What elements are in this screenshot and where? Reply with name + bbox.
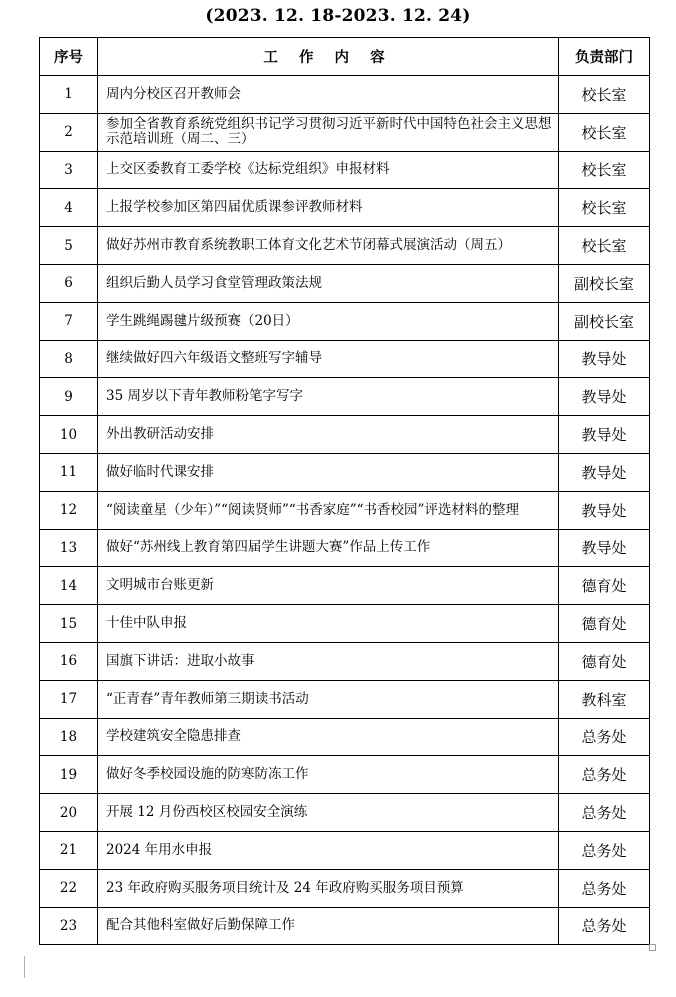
row-department: 教导处	[559, 529, 650, 567]
header-content: 工 作 内 容	[98, 38, 559, 76]
row-content: 学生跳绳踢毽片级预赛（20日）	[98, 302, 559, 340]
work-schedule-table	[39, 37, 650, 945]
header-department: 负责部门	[559, 38, 650, 76]
row-number: 4	[40, 189, 98, 227]
table-row	[40, 680, 650, 718]
row-content: 35 周岁以下青年教师粉笔字写字	[98, 378, 559, 416]
row-department: 教导处	[559, 378, 650, 416]
row-number: 5	[40, 227, 98, 265]
row-number: 8	[40, 340, 98, 378]
row-content: “正青春”青年教师第三期读书活动	[98, 680, 559, 718]
row-number: 14	[40, 567, 98, 605]
row-department: 德育处	[559, 605, 650, 643]
table-row	[40, 831, 650, 869]
table-row	[40, 491, 650, 529]
row-content: 上交区委教育工委学校《达标党组织》申报材料	[98, 151, 559, 189]
text-cursor[interactable]	[24, 956, 25, 978]
row-department: 总务处	[559, 794, 650, 832]
table-row	[40, 264, 650, 302]
table-row	[40, 869, 650, 907]
row-department: 副校长室	[559, 302, 650, 340]
row-department: 校长室	[559, 227, 650, 265]
row-department: 教导处	[559, 491, 650, 529]
row-department: 校长室	[559, 113, 650, 151]
table-row	[40, 189, 650, 227]
row-number: 2	[40, 113, 98, 151]
row-number: 15	[40, 605, 98, 643]
row-content: 学校建筑安全隐患排查	[98, 718, 559, 756]
row-number: 13	[40, 529, 98, 567]
row-department: 教导处	[559, 340, 650, 378]
row-number: 16	[40, 642, 98, 680]
row-number: 3	[40, 151, 98, 189]
row-content: 参加全省教育系统党组织书记学习贯彻习近平新时代中国特色社会主义思想示范培训班（周二、三）	[98, 113, 559, 151]
row-department: 德育处	[559, 567, 650, 605]
row-number: 19	[40, 756, 98, 794]
table-row	[40, 907, 650, 945]
row-content: 23 年政府购买服务项目统计及 24 年政府购买服务项目预算	[98, 869, 559, 907]
row-content: 国旗下讲话：进取小故事	[98, 642, 559, 680]
table-row	[40, 113, 650, 151]
row-number: 10	[40, 416, 98, 454]
row-department: 校长室	[559, 76, 650, 114]
row-number: 6	[40, 264, 98, 302]
table-row	[40, 378, 650, 416]
table-row	[40, 718, 650, 756]
row-department: 校长室	[559, 151, 650, 189]
row-content: 上报学校参加区第四届优质课参评教师材料	[98, 189, 559, 227]
row-number: 1	[40, 76, 98, 114]
table-row	[40, 605, 650, 643]
row-content: “阅读童星（少年）”“阅读贤师”“书香家庭”“书香校园”评选材料的整理	[98, 491, 559, 529]
row-department: 总务处	[559, 869, 650, 907]
row-department: 总务处	[559, 718, 650, 756]
table-row	[40, 340, 650, 378]
row-department: 德育处	[559, 642, 650, 680]
row-department: 总务处	[559, 907, 650, 945]
row-department: 教导处	[559, 416, 650, 454]
table-row	[40, 227, 650, 265]
row-number: 23	[40, 907, 98, 945]
row-number: 21	[40, 831, 98, 869]
row-number: 18	[40, 718, 98, 756]
row-content: 做好苏州市教育系统教职工体育文化艺术节闭幕式展演活动（周五）	[98, 227, 559, 265]
table-row	[40, 642, 650, 680]
row-number: 20	[40, 794, 98, 832]
row-department: 总务处	[559, 831, 650, 869]
table-end-marker	[649, 944, 656, 951]
row-department: 校长室	[559, 189, 650, 227]
row-department: 总务处	[559, 756, 650, 794]
row-department: 教科室	[559, 680, 650, 718]
table-row	[40, 76, 650, 114]
row-content: 外出教研活动安排	[98, 416, 559, 454]
row-content: 配合其他科室做好后勤保障工作	[98, 907, 559, 945]
document-title: (2023. 12. 18-2023. 12. 24)	[205, 6, 471, 26]
row-number: 12	[40, 491, 98, 529]
table-row	[40, 416, 650, 454]
table-row	[40, 756, 650, 794]
row-number: 17	[40, 680, 98, 718]
table-row	[40, 302, 650, 340]
row-department: 副校长室	[559, 264, 650, 302]
row-number: 22	[40, 869, 98, 907]
row-content: 十佳中队申报	[98, 605, 559, 643]
row-content: 做好冬季校园设施的防寒防冻工作	[98, 756, 559, 794]
row-content: 继续做好四六年级语文整班写字辅导	[98, 340, 559, 378]
table-row	[40, 529, 650, 567]
row-number: 11	[40, 453, 98, 491]
row-content: 组织后勤人员学习食堂管理政策法规	[98, 264, 559, 302]
row-content: 做好临时代课安排	[98, 453, 559, 491]
row-content: 文明城市台账更新	[98, 567, 559, 605]
row-content: 周内分校区召开教师会	[98, 76, 559, 114]
table-row	[40, 151, 650, 189]
header-number: 序号	[40, 38, 98, 76]
row-number: 7	[40, 302, 98, 340]
row-department: 教导处	[559, 453, 650, 491]
table-header-row	[40, 38, 650, 76]
row-content: 做好“苏州线上教育第四届学生讲题大赛”作品上传工作	[98, 529, 559, 567]
row-content: 开展 12 月份西校区校园安全演练	[98, 794, 559, 832]
table-row	[40, 567, 650, 605]
row-number: 9	[40, 378, 98, 416]
table-row	[40, 794, 650, 832]
row-content: 2024 年用水申报	[98, 831, 559, 869]
table-row	[40, 453, 650, 491]
